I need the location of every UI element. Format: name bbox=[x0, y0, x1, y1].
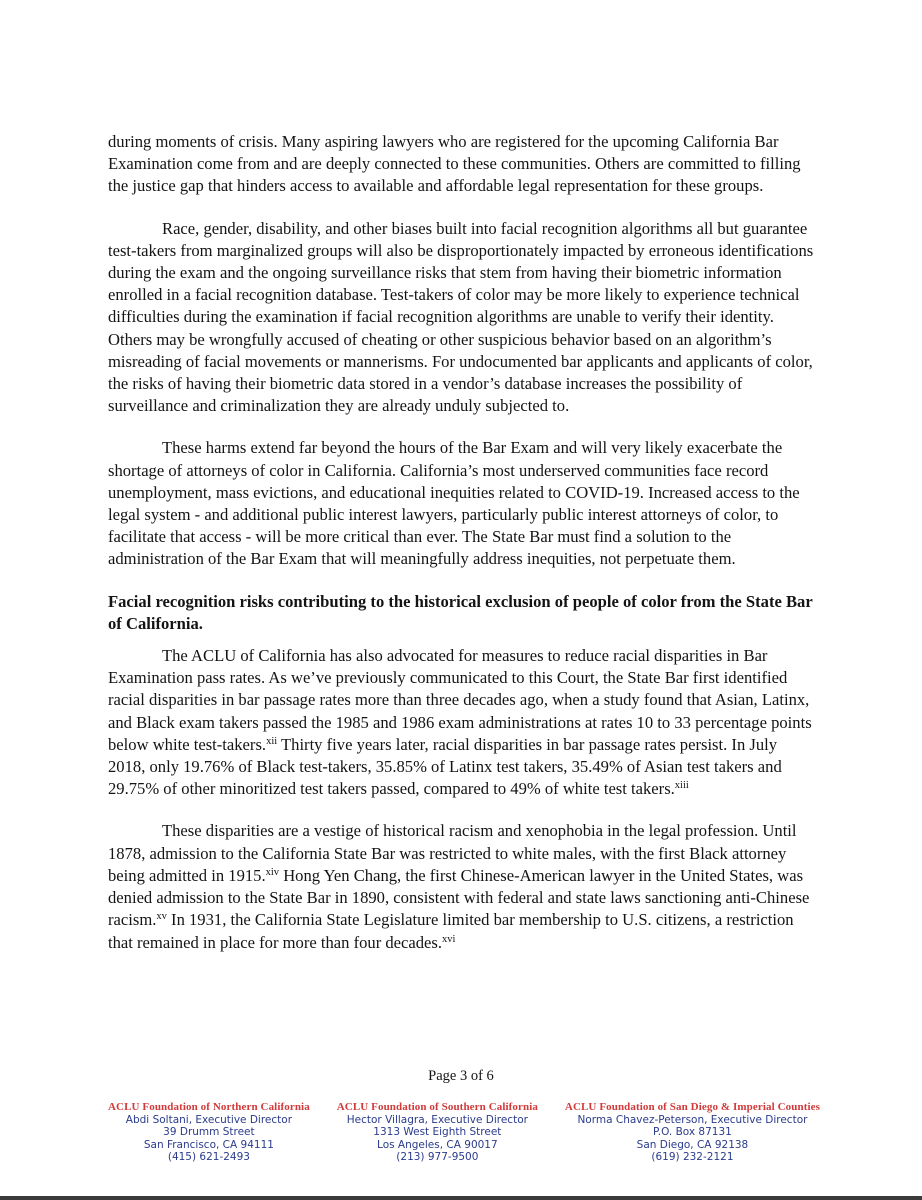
paragraph-text: These disparities are a vestige of historical racism and xenophobia in the legal profession. Until 1878, admission to the California State Bar was restricted to white males, with the first Black attorney being admitted in 1915. bbox=[108, 821, 797, 885]
office-director: Norma Chavez-Peterson, Executive Director bbox=[577, 1113, 808, 1126]
office-street: 1313 West Eighth Street bbox=[373, 1126, 502, 1139]
footnote-marker-xiii[interactable]: xiii bbox=[674, 780, 689, 792]
office-southern-california bbox=[337, 1101, 538, 1164]
paragraph-text: The ACLU of California has also advocated for measures to reduce racial disparities in Bar Examination pass rates. As we’ve previously communicated to this Court, the State Bar first identified racial disparities in bar passage rates more than three decades ago, when a study found that Asian, Latinx, and Black exam takers passed the 1985 and 1986 exam administrations at rates 10 to 33 percentage points below white test-takers. bbox=[108, 646, 812, 754]
section-heading bbox=[108, 591, 818, 635]
section-heading-text: Facial recognition risks contributing to the historical exclusion of people of color from the State Bar of California. bbox=[108, 591, 813, 633]
paragraph-text: Thirty five years later, racial disparities in bar passage rates persist. In July 2018, only 19.76% of Black test-takers, 35.85% of Latinx test takers, 35.49% of Asian test takers and 29.75% of other minoritized test takers passed, compared to 49% of white test takers. bbox=[108, 734, 782, 799]
bottom-edge-bar bbox=[0, 1196, 922, 1200]
letterhead-footer bbox=[108, 1101, 820, 1164]
office-city: Los Angeles, CA 90017 bbox=[377, 1138, 498, 1151]
paragraph-harms bbox=[108, 437, 818, 570]
office-name: ACLU Foundation of Northern California bbox=[108, 1101, 310, 1113]
office-city: San Francisco, CA 94111 bbox=[143, 1138, 274, 1151]
paragraph-text: Hong Yen Chang, the first Chinese-American lawyer in the United States, was denied admission to the State Bar in 1890, consistent with federal and state laws sanctioning anti-Chinese racism. bbox=[108, 865, 810, 930]
paragraph-biases bbox=[108, 218, 818, 418]
office-phone: (213) 977-9500 bbox=[396, 1151, 479, 1164]
office-name: ACLU Foundation of San Diego & Imperial Counties bbox=[564, 1101, 820, 1113]
paragraph-text: Race, gender, disability, and other biases built into facial recognition algorithms all but guarantee test-takers from marginalized groups will also be disproportionately impacted by erroneous identifications during the exam and the ongoing surveillance risks that stem from having their biometric information enrolled in a facial recognition database. Test-takers of color may be more likely to experience technical difficulties during the examination if facial recognition algorithms are unable to verify their identity. Others may be wrongfully accused of cheating or other suspicious behavior based on an algorithm’s misreading of facial movements or mannerisms. For undocumented bar applicants and applicants of color, the risks of having their biometric data stored in a vendor’s database increases the possibility of surveillance and criminalization they are already unduly subjected to. bbox=[108, 218, 814, 416]
footnote-marker-xvi[interactable]: xvi bbox=[442, 933, 456, 945]
office-director: Abdi Soltani, Executive Director bbox=[125, 1113, 293, 1126]
letter-body bbox=[108, 131, 818, 974]
office-city: San Diego, CA 92138 bbox=[636, 1138, 749, 1151]
office-street: 39 Drumm Street bbox=[163, 1126, 255, 1139]
paragraph-crisis bbox=[108, 131, 818, 198]
footnote-marker-xiv[interactable]: xiv bbox=[265, 866, 280, 878]
paragraph-disparities bbox=[108, 645, 818, 800]
office-northern-california bbox=[108, 1101, 310, 1164]
office-san-diego-imperial bbox=[565, 1101, 820, 1164]
paragraph-text: These harms extend far beyond the hours of the Bar Exam and will very likely exacerbate the shortage of attorneys of color in California. California’s most underserved communities face record unemployment, mass evictions, and educational inequities related to COVID-19. Increased access to the legal system - and additional public interest lawyers, particularly public interest attorneys of color, to facilitate that access - will be more critical than ever. The State Bar must find a solution to the administration of the Bar Exam that will meaningfully address inequities, not perpetuate them. bbox=[108, 438, 800, 569]
office-street: P.O. Box 87131 bbox=[653, 1126, 732, 1139]
footnote-marker-xii[interactable]: xii bbox=[266, 735, 278, 747]
paragraph-history bbox=[108, 820, 818, 953]
office-director: Hector Villagra, Executive Director bbox=[346, 1113, 528, 1126]
page-number: Page 3 of 6 bbox=[428, 1068, 494, 1084]
office-phone: (415) 621-2493 bbox=[167, 1151, 250, 1164]
paragraph-text: In 1931, the California State Legislature limited bar membership to U.S. citizens, a restriction that remained in place for more than four decades. bbox=[108, 910, 794, 952]
paragraph-text: during moments of crisis. Many aspiring lawyers who are registered for the upcoming California Bar Examination come from and are deeply connected to these communities. Others are committed to filling the justice gap that hinders access to available and affordable legal representation for these groups. bbox=[108, 132, 801, 196]
office-phone: (619) 232-2121 bbox=[651, 1151, 734, 1164]
office-name: ACLU Foundation of Southern California bbox=[336, 1101, 538, 1113]
footnote-marker-xv[interactable]: xv bbox=[156, 911, 167, 923]
